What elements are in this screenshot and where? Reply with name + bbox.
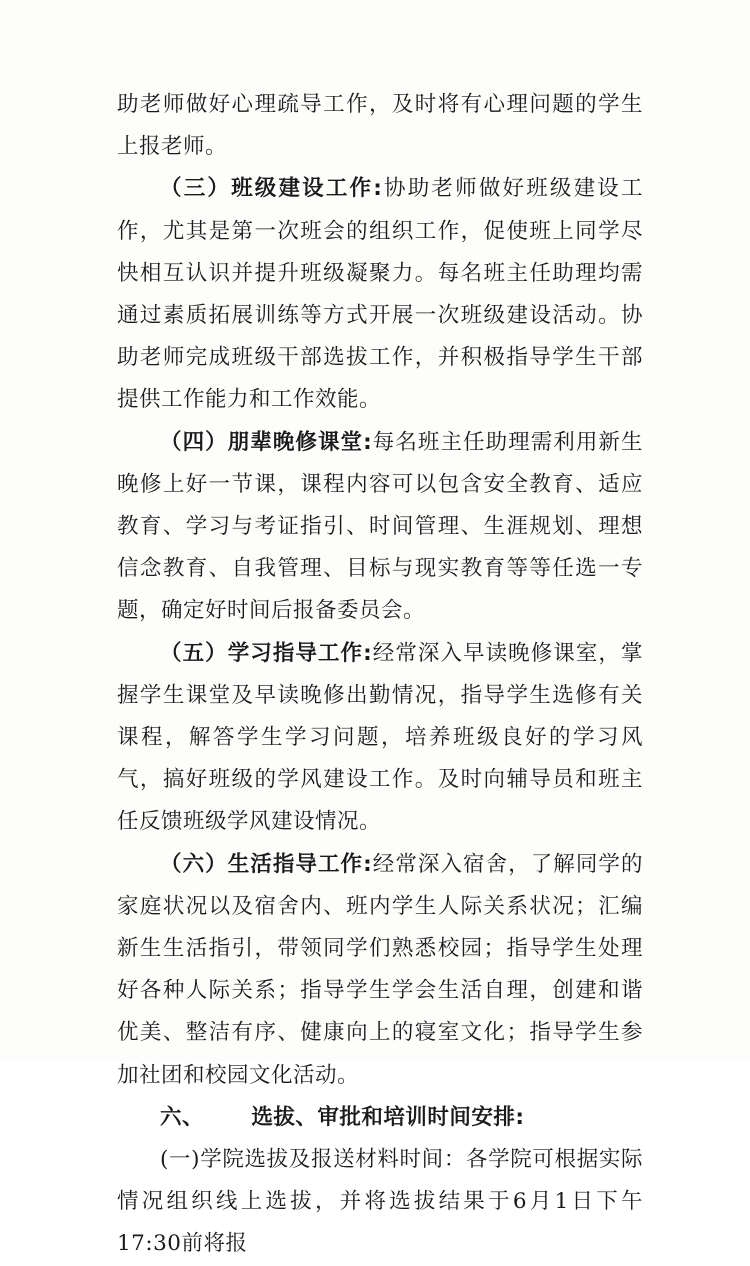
item-6-heading: （六）生活指导工作: (160, 851, 373, 877)
section-6-heading (117, 1097, 643, 1139)
item-5-heading: （五）学习指导工作: (160, 640, 373, 666)
paragraph-intro (117, 84, 643, 168)
paragraph-last (117, 1139, 643, 1266)
paragraph-item-4 (117, 422, 643, 633)
paragraph-item-6 (117, 844, 643, 1097)
item-4-heading: （四）朋辈晚修课堂: (160, 429, 373, 455)
item-3-heading: （三）班级建设工作: (160, 176, 383, 202)
item-5-body: 经常深入早读晚修课室，掌握学生课堂及早读晚修出勤情况，指导学生选修有关课程，解答学生学习问题，培养班级良好的学习风气，搞好班级的学风建设工作。及时向辅导员和班主任反馈班级学风建设情况。 (117, 640, 643, 835)
paragraph-item-3 (117, 168, 643, 421)
item-6-body: 经常深入宿舍，了解同学的家庭状况以及宿舍内、班内学生人际关系状况；汇编新生生活指引，带领同学们熟悉校园；指导学生处理好各种人际关系；指导学生学会生活自理，创建和谐优美、整洁有序、健康向上的寝室文化；指导学生参加社团和校园文化活动。 (117, 851, 643, 1088)
section-6-title: 选拔、审批和培训时间安排: (251, 1104, 525, 1130)
paragraph-intro-text: 助老师做好心理疏导工作，及时将有心理问题的学生上报老师。 (117, 92, 643, 160)
section-6-number: 六、 (160, 1104, 205, 1130)
item-3-body: 协助老师做好班级建设工作，尤其是第一次班会的组织工作，促使班上同学尽快相互认识并提升班级凝聚力。每名班主任助理均需通过素质拓展训练等方式开展一次班级建设活动。协助老师完成班级干部选拔工作，并积极指导学生干部提供工作能力和工作效能。 (117, 176, 643, 413)
document-body (117, 84, 643, 1266)
item-4-body: 每名班主任助理需利用新生晚修上好一节课，课程内容可以包含安全教育、适应教育、学习与考证指引、时间管理、生涯规划、理想信念教育、自我管理、目标与现实教育等等任选一专题，确定好时间后报备委员会。 (117, 429, 643, 624)
paragraph-item-5 (117, 633, 643, 844)
paragraph-last-text: (一)学院选拔及报送材料时间：各学院可根据实际情况组织线上选拔，并将选拔结果于6月1日下午17:30前将报 (117, 1147, 643, 1257)
